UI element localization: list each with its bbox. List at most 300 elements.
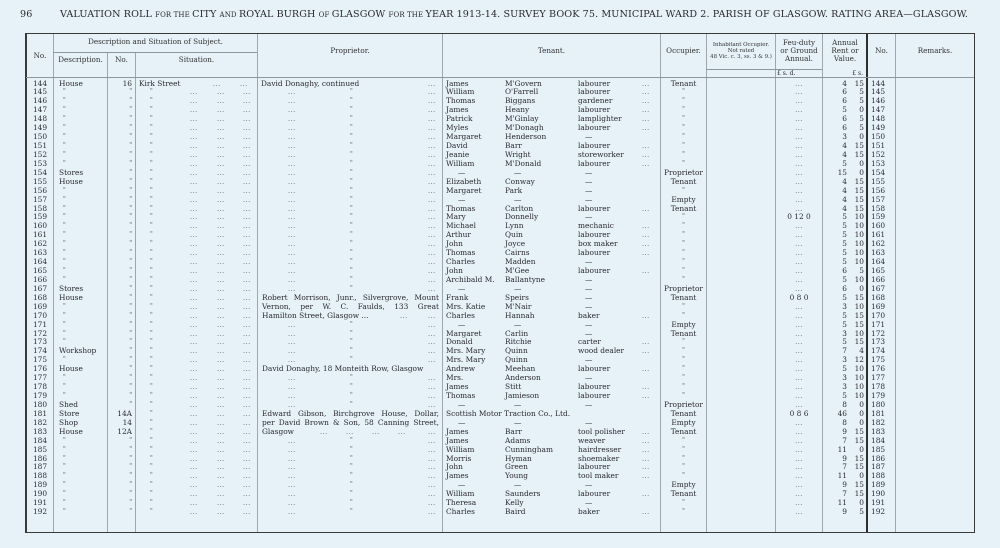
row-annual-shillings: 15 [854,176,864,186]
row-description: " [63,374,66,382]
proprietor-trailing-dots: ... [428,374,436,383]
row-annual-pounds: 46 [837,408,847,418]
col-header-remarks: Remarks. [917,46,953,55]
proprietor-line: David Donaghy, continued [261,78,360,88]
row-occupier: Empty [671,194,696,204]
proprietor-line: Edward Gibson, Birchgrove House, Dollar, [262,408,439,418]
row-annual-shillings: 10 [854,230,864,240]
row-dots: ... [217,499,225,508]
row-annual-shillings: 10 [854,301,864,311]
row-tenant-last-name: Green [505,462,528,472]
row-dots: ... [243,329,251,338]
proprietor-trailing-dots: ... [428,115,436,124]
row-annual-shillings: 0 [859,283,864,293]
row-tenant-last-name: Young [505,471,528,481]
row-tenant-occupation: labourer [578,78,611,88]
row-street-number: " [129,150,132,158]
row-tenant-last-name: Heany [505,105,530,115]
row-feu-duty: ... [795,186,803,195]
row-number: 165 [32,266,48,276]
row-situation-ditto: " [150,195,153,203]
row-tenant-first-name: Margaret [446,132,482,142]
row-occupier: Tenant [670,176,697,186]
proprietor-dots: ... [288,481,296,490]
row-tenant-first-name: Myles [446,123,469,133]
proprietor-trailing-dots: ... [428,267,436,276]
row-tenant-occupation: — [585,283,593,293]
row-tenant-first-name: James [446,435,469,445]
row-annual-pounds: 5 [842,221,847,231]
row-dots: ... [217,186,225,195]
proprietor-trailing-dots: ... [428,454,436,463]
row-tenant-first-name: William [446,158,475,168]
row-tenant-occupation: labourer [578,87,611,97]
row-annual-shillings: 15 [854,462,864,472]
row-dots: ... [217,124,225,133]
row-feu-duty: 0 8 6 [789,408,809,418]
row-dots: ... [190,213,198,222]
row-tenant-occupation: labourer [578,123,611,133]
row-description: " [63,186,66,194]
row-street-number: 14 [122,417,132,427]
row-dots: ... [217,472,225,481]
proprietor-ditto: " [350,267,353,275]
row-tenant-last-name: Barr [505,141,522,150]
row-description: " [63,383,66,391]
row-tenant-last-name: Joyce [505,239,526,249]
row-description: " [63,88,66,96]
row-annual-pounds: 3 [842,301,847,311]
row-tenant-first-name: James [446,426,469,436]
tenant-dots: ... [642,454,650,463]
row-situation-ditto: " [150,142,153,149]
row-street-number: " [129,454,132,462]
row-number-right: 149 [871,123,886,133]
proprietor-trailing-dots: ... [428,186,436,195]
row-street-number: " [129,338,132,346]
row-dots: ... [217,195,225,204]
row-occupier: " [682,115,685,123]
row-tenant-last-name: Hannah [505,310,535,320]
row-annual-pounds: 4 [842,176,847,186]
row-number: 186 [32,453,48,463]
proprietor-trailing-dots: ... [428,338,436,347]
proprietor-dots: ... [372,427,380,436]
column-divider [706,34,707,532]
proprietor-trailing-dots: ... [428,249,436,258]
row-street-number: " [129,177,132,185]
row-dots: ... [243,159,251,168]
row-description: " [63,231,66,239]
row-dots: ... [217,320,225,329]
row-situation-ditto: " [150,374,153,382]
row-number-right: 173 [871,337,886,347]
row-number: 171 [32,319,48,329]
row-dots: ... [190,490,198,499]
row-annual-pounds: 4 [842,141,847,150]
row-street-number: " [129,365,132,373]
row-dots: ... [243,186,251,195]
row-tenant-occupation: labourer [578,105,611,115]
row-dots: ... [243,222,251,231]
row-description: " [63,499,66,507]
row-annual-shillings: 15 [854,319,864,329]
row-feu-duty: ... [795,499,803,508]
row-tenant-occupation: labourer [578,203,611,213]
row-occupier: Empty [671,480,696,490]
row-feu-duty: 0 8 0 [789,292,809,302]
row-tenant-occupation: carter [578,337,601,347]
row-dots: ... [190,418,198,427]
row-feu-duty: ... [795,275,803,284]
proprietor-ditto: " [350,329,353,337]
row-tenant-occupation: labourer [578,489,611,499]
row-street-number: " [129,356,132,364]
row-dots: ... [190,88,198,97]
row-tenant-occupation: labourer [578,382,611,392]
row-dots: ... [190,311,198,320]
row-dots: ... [243,392,251,401]
proprietor-trailing-dots: ... [428,445,436,454]
row-situation-ditto: " [150,249,153,257]
row-occupier: " [682,338,685,346]
row-occupier: Proprietor [664,399,703,409]
row-description: " [63,249,66,257]
proprietor-ditto: " [350,124,353,132]
row-number-right: 148 [871,114,886,124]
row-dots: ... [243,142,251,150]
row-description: " [63,445,66,453]
proprietor-trailing-dots: ... [428,177,436,186]
tenant-dots: ... [642,142,650,150]
row-tenant-occupation: baker [578,507,600,517]
row-annual-shillings: 15 [854,480,864,490]
row-feu-duty: ... [795,267,803,276]
row-annual-shillings: 5 [859,114,864,124]
row-tenant-first-name: — [458,417,466,427]
row-dots: ... [190,275,198,284]
row-annual-shillings: 15 [854,310,864,320]
row-tenant-company: Scottish Motor Traction Co., Ltd. [446,408,571,418]
row-occupier: " [682,275,685,283]
row-situation-ditto: " [150,347,153,355]
row-situation-ditto: " [150,106,153,114]
row-description: " [63,329,66,337]
inhabitant-line-2: Not rated [727,48,755,54]
row-occupier: " [682,508,685,516]
row-situation-ditto: " [150,392,153,400]
row-dots: ... [243,177,251,186]
row-occupier: " [682,347,685,355]
row-description: Stores [59,167,84,177]
row-situation-ditto: " [150,124,153,132]
row-number: 154 [32,167,48,177]
row-description: Workshop [59,346,97,356]
row-occupier: " [682,463,685,471]
row-dots: ... [190,329,198,338]
row-annual-shillings: 15 [854,435,864,445]
tenant-dots: ... [642,472,650,481]
row-occupier: " [682,311,685,319]
row-number: 152 [32,149,48,159]
row-dots: ... [243,311,251,320]
row-tenant-first-name: John [446,266,463,276]
row-street-number: " [129,400,132,408]
row-occupier: Proprietor [664,167,703,177]
row-dots: ... [190,222,198,231]
proprietor-ditto: " [350,508,353,516]
proprietor-trailing-dots: ... [428,79,436,88]
row-number: 167 [32,283,48,293]
tenant-dots: ... [642,463,650,472]
row-feu-duty: ... [795,365,803,374]
proprietor-ditto: " [350,445,353,453]
row-occupier: " [682,97,685,105]
proprietor-trailing-dots: ... [428,275,436,284]
row-feu-duty: ... [795,400,803,409]
row-description: House [59,364,83,374]
proprietor-trailing-dots: ... [428,195,436,204]
proprietor-trailing-dots: ... [428,356,436,365]
row-description: House [59,78,83,88]
row-dots: ... [240,79,248,88]
row-number: 185 [32,444,48,454]
row-tenant-first-name: Mrs. [446,373,464,383]
row-tenant-last-name: Quin [505,230,523,240]
row-annual-pounds: 15 [837,167,847,177]
row-situation-ditto: " [150,365,153,373]
row-annual-shillings: 5 [859,96,864,106]
row-feu-duty: ... [795,454,803,463]
row-number: 180 [32,399,48,409]
tenant-dots: ... [642,392,650,401]
row-feu-duty: ... [795,383,803,392]
proprietor-trailing-dots: ... [428,142,436,150]
row-dots: ... [217,481,225,490]
row-street-number: " [129,490,132,498]
row-occupier: " [682,302,685,310]
row-feu-duty: ... [795,195,803,204]
row-dots: ... [243,97,251,106]
row-annual-shillings: 15 [854,292,864,302]
row-situation-ditto: " [150,204,153,212]
row-number-right: 188 [871,471,886,481]
row-dots: ... [243,231,251,240]
row-dots: ... [217,249,225,258]
tenant-dots: ... [642,338,650,347]
row-dots: ... [190,293,198,302]
row-tenant-first-name: Charles [446,310,475,320]
row-dots: ... [243,267,251,276]
row-feu-duty: ... [795,177,803,186]
proprietor-ditto: " [350,186,353,194]
row-dots: ... [243,490,251,499]
row-number: 144 [32,78,48,88]
row-number-right: 174 [871,346,886,356]
proprietor-ditto: " [350,195,353,203]
annual-line-3: Value. [833,54,857,64]
row-number: 184 [32,435,48,445]
row-street-number: " [129,392,132,400]
row-occupier: Tenant [670,78,697,88]
row-tenant-last-name: Hyman [505,453,532,463]
row-dots: ... [190,427,198,436]
row-feu-duty: ... [795,97,803,106]
row-dots: ... [243,249,251,258]
row-dots: ... [243,150,251,159]
row-tenant-occupation: — [585,301,593,311]
proprietor-dots: ... [288,463,296,472]
row-annual-shillings: 10 [854,248,864,258]
tenant-dots: ... [642,222,650,231]
row-annual-shillings: 5 [859,507,864,517]
row-tenant-last-name: Quinn [505,355,528,365]
proprietor-trailing-dots: ... [428,320,436,329]
proprietor-dots: ... [288,177,296,186]
row-annual-pounds: 4 [842,149,847,159]
row-tenant-last-name: Speirs [505,292,529,302]
row-tenant-last-name: M'Donagh [505,123,544,133]
row-feu-duty: ... [795,124,803,133]
row-dots: ... [243,115,251,124]
row-situation-ditto: " [150,454,153,462]
proprietor-dots: ... [288,400,296,409]
row-situation-ditto: " [150,383,153,391]
row-tenant-first-name: — [458,283,466,293]
proprietor-line: per David Brown & Son, 58 Canning Street, [262,417,439,427]
row-feu-duty: ... [795,392,803,401]
row-annual-shillings: 15 [854,453,864,463]
row-situation-ditto: " [150,284,153,292]
row-feu-duty: ... [795,445,803,454]
row-tenant-first-name: William [446,87,475,97]
row-tenant-first-name: John [446,462,463,472]
row-tenant-occupation: — [585,274,593,284]
row-tenant-first-name: Mrs. Mary [446,355,486,365]
row-dots: ... [243,418,251,427]
row-description: House [59,176,83,186]
title-segment: FOR THE [155,11,193,19]
col-header-occupier: Occupier. [666,46,701,55]
proprietor-trailing-dots: ... [428,231,436,240]
row-tenant-first-name: Margaret [446,185,482,195]
row-number: 190 [32,489,48,499]
proprietor-ditto: " [350,106,353,114]
title-segment: VALUATION ROLL [60,9,156,20]
row-dots: ... [243,258,251,267]
row-dots: ... [243,508,251,517]
row-street-number: " [129,159,132,167]
proprietor-ditto: " [350,231,353,239]
page-number: 96 [20,9,33,20]
row-feu-duty: ... [795,311,803,320]
proprietor-ditto: " [350,249,353,257]
row-description: " [63,258,66,266]
row-annual-shillings: 10 [854,382,864,392]
row-tenant-occupation: storeworker [578,149,624,159]
row-number: 153 [32,158,48,168]
row-street-number: " [129,88,132,96]
row-dots: ... [217,329,225,338]
row-dots: ... [190,133,198,142]
row-description: " [63,338,66,346]
row-dots: ... [243,427,251,436]
row-dots: ... [243,356,251,365]
row-dots: ... [243,481,251,490]
feu-line-1: Feu-duty [782,38,816,47]
row-feu-duty: ... [795,79,803,88]
row-annual-pounds: 5 [842,105,847,115]
row-annual-pounds: 9 [842,507,847,517]
row-tenant-occupation: — [585,328,593,338]
proprietor-ditto: " [350,275,353,283]
proprietor-dots: ... [288,150,296,159]
row-number: 174 [32,346,48,356]
row-dots: ... [190,499,198,508]
row-tenant-first-name: Jeanie [446,149,470,159]
row-situation-ditto: " [150,320,153,328]
row-annual-shillings: 5 [859,266,864,276]
row-occupier: Empty [671,319,696,329]
row-occupier: " [682,106,685,114]
row-dots: ... [190,150,198,159]
row-annual-shillings: 15 [854,203,864,213]
column-divider [53,34,54,532]
row-number-right: 175 [871,355,886,365]
row-annual-pounds: 11 [837,471,847,481]
row-tenant-occupation: labourer [578,141,611,150]
row-tenant-last-name: M'Nair [505,301,532,311]
proprietor-dots: ... [288,231,296,240]
annual-units: £ s. [852,70,863,77]
row-number-right: 172 [871,328,886,338]
row-tenant-first-name: Archibald M. [446,274,495,284]
row-feu-duty: ... [795,150,803,159]
row-annual-pounds: 3 [842,355,847,365]
row-dots: ... [243,213,251,222]
row-dots: ... [217,508,225,517]
row-dots: ... [243,124,251,133]
proprietor-trailing-dots: ... [428,311,436,320]
row-street-number: " [129,329,132,337]
row-street-number: " [129,436,132,444]
row-feu-duty: ... [795,374,803,383]
proprietor-ditto: " [350,222,353,230]
row-tenant-last-name: — [514,283,522,293]
proprietor-dots: ... [288,133,296,142]
proprietor-dots: ... [288,159,296,168]
inhabitant-line-3: 48 Vic. c. 3, ss. 3 & 9.) [710,54,772,60]
row-street-number: 16 [122,78,132,88]
proprietor-trailing-dots: ... [428,240,436,249]
row-situation-ditto: " [150,258,153,266]
row-situation-ditto: " [150,231,153,239]
proprietor-dots: ... [288,392,296,401]
proprietor-ditto: " [350,150,353,158]
proprietor-ditto: " [350,374,353,382]
row-tenant-last-name: M'Donald [505,158,542,168]
row-number-right: 144 [871,78,886,88]
proprietor-line: Hamilton Street, Glasgow ... [262,310,369,320]
tenant-dots: ... [642,347,650,356]
row-dots: ... [243,463,251,472]
row-street-number: " [129,97,132,105]
row-dots: ... [217,409,225,418]
annual-line-2: Rent or [831,46,859,56]
row-dots: ... [243,445,251,454]
page-title [60,9,968,20]
proprietor-ditto: " [350,499,353,507]
